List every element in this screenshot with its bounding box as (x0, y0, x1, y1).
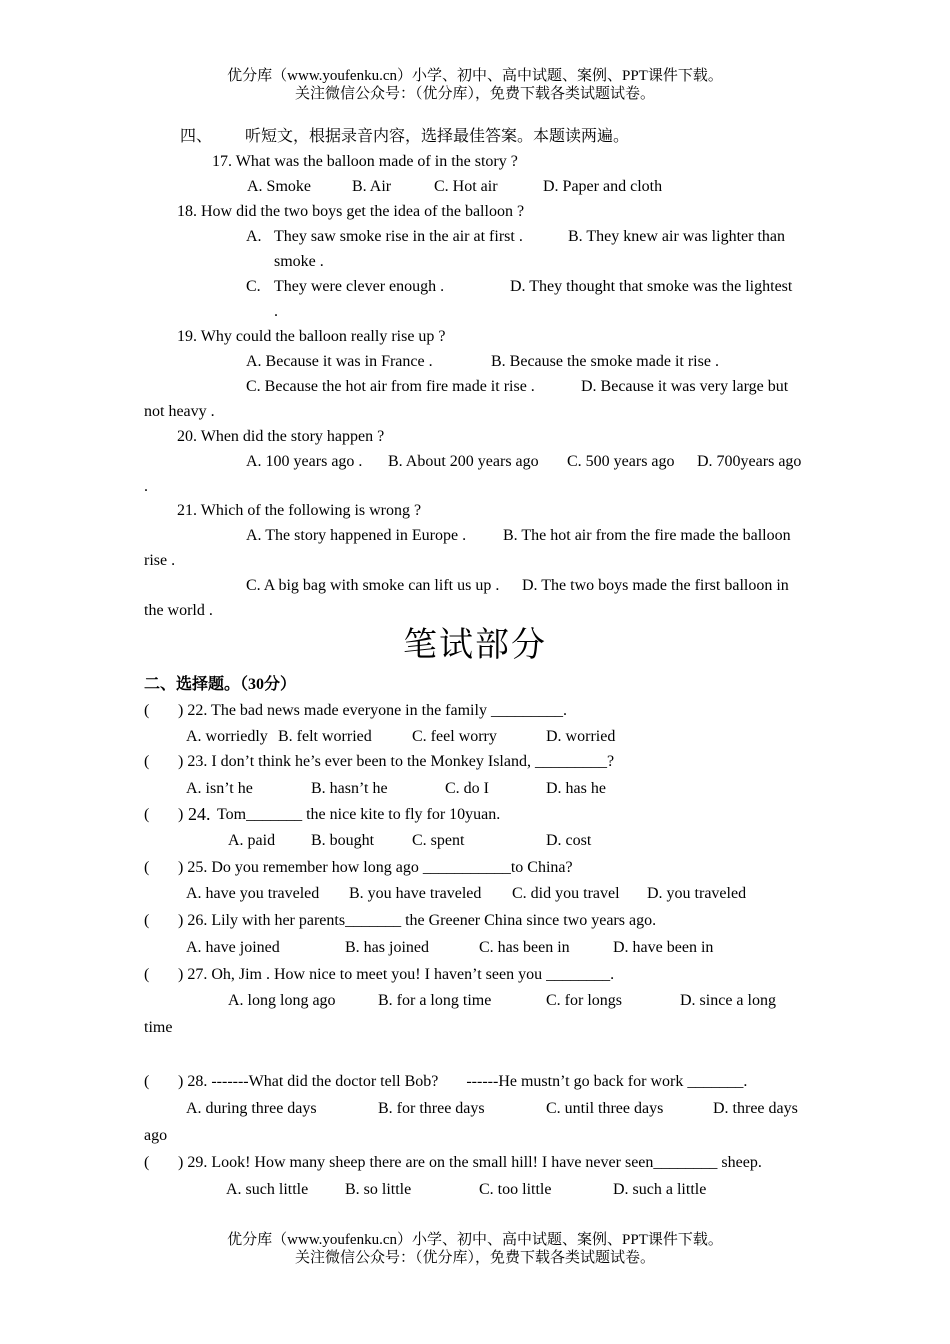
q23-option-d: D. has he (546, 780, 606, 797)
q18-option-b-cont: smoke . (274, 253, 324, 270)
q26-stem: ) 26. Lily with her parents_______ the Greener China since two years ago. (178, 912, 657, 929)
q24-stem: Tom_______ the nice kite to fly for 10yuan. (217, 806, 501, 823)
q25-option-d: D. you traveled (647, 885, 747, 902)
q28-option-d-cont: ago (144, 1127, 168, 1144)
q28-option-c: C. until three days (546, 1100, 664, 1117)
q28-option-d: D. three days (713, 1100, 798, 1117)
q21-option-b: B. The hot air from the fire made the balloon (503, 527, 791, 544)
q17-option-a: A. Smoke (247, 178, 311, 195)
q18-option-d: D. They thought that smoke was the lightest (510, 278, 793, 295)
q24-number: 24. (188, 804, 211, 824)
q27-paren: ( (144, 966, 150, 983)
q17-option-b: B. Air (352, 178, 392, 195)
q20-option-a: A. 100 years ago . (246, 453, 363, 470)
q27-option-a: A. long long ago (228, 992, 336, 1009)
q26-paren: ( (144, 912, 150, 929)
page-footer-line1: 优分库（www.youfenku.cn）小学、初中、高中试题、案例、PPT课件下载。 (227, 1232, 723, 1248)
q26-option-b: B. has joined (345, 939, 429, 956)
q24-stem-pre: ) (178, 806, 184, 823)
q25-option-c: C. did you travel (512, 885, 620, 902)
q29-paren: ( (144, 1154, 150, 1171)
page-footer-line2: 关注微信公众号：（优分库），免费下载各类试题试卷。 (294, 1250, 655, 1266)
q26-option-d: D. have been in (613, 939, 714, 956)
q28-option-a: A. during three days (186, 1100, 317, 1117)
page-header-line2: 关注微信公众号：（优分库），免费下载各类试题试卷。 (294, 86, 655, 102)
q19-option-d-cont: not heavy . (144, 403, 215, 420)
q18-option-a-label: A. (246, 228, 262, 245)
q28-stem: ) 28. -------What did the doctor tell Bob? ------He mustn’t go back for work _______. (178, 1073, 748, 1090)
q25-paren: ( (144, 859, 150, 876)
q29-option-c: C. too little (479, 1181, 552, 1198)
q20-option-b: B. About 200 years ago (388, 453, 539, 470)
q19-option-a: A. Because it was in France . (246, 353, 433, 370)
q27-stem: ) 27. Oh, Jim . How nice to meet you! I haven’t seen you ________. (178, 966, 615, 983)
q22-option-d: D. worried (546, 728, 616, 745)
page-header-line1: 优分库（www.youfenku.cn）小学、初中、高中试题、案例、PPT课件下载。 (227, 68, 723, 84)
q21-option-a: A. The story happened in Europe . (246, 527, 467, 544)
section-heading-choice: 二、选择题。（30分） (144, 676, 297, 693)
q24-option-c: C. spent (412, 832, 465, 849)
q22-option-c: C. feel worry (412, 728, 497, 745)
q25-stem: ) 25. Do you remember how long ago ___________to China? (178, 859, 573, 876)
q18-option-b: B. They knew air was lighter than (568, 228, 785, 245)
q27-option-b: B. for a long time (378, 992, 492, 1009)
q21-option-d: D. The two boys made the first balloon in (522, 577, 789, 594)
q19-stem: 19. Why could the balloon really rise up ? (177, 328, 446, 345)
q28-option-b: B. for three days (378, 1100, 485, 1117)
q20-stem: 20. When did the story happen ? (177, 428, 385, 445)
q24-paren: ( (144, 806, 150, 823)
q23-stem: ) 23. I don’t think he’s ever been to the Monkey Island, _________? (178, 753, 615, 770)
q22-option-a: A. worriedly (186, 728, 268, 745)
q29-stem: ) 29. Look! How many sheep there are on the small hill! I have never seen________ sheep. (178, 1154, 762, 1171)
q23-paren: ( (144, 753, 150, 770)
q26-option-c: C. has been in (479, 939, 570, 956)
q23-option-b: B. hasn’t he (311, 780, 388, 797)
q29-option-b: B. so little (345, 1181, 412, 1198)
q20-option-d-cont: . (144, 478, 148, 495)
q24-option-d: D. cost (546, 832, 592, 849)
q29-option-a: A. such little (226, 1181, 309, 1198)
q25-option-b: B. you have traveled (349, 885, 482, 902)
q19-option-d: D. Because it was very large but (581, 378, 789, 395)
q22-option-b: B. felt worried (278, 728, 372, 745)
section-title: 听短文，根据录音内容，选择最佳答案。本题读两遍。 (245, 128, 630, 145)
q29-option-d: D. such a little (613, 1181, 707, 1198)
section-number: 四、 (180, 128, 213, 145)
q24-option-a: A. paid (228, 832, 276, 849)
q19-option-c: C. Because the hot air from fire made it rise . (246, 378, 535, 395)
q22-paren: ( (144, 702, 150, 719)
q17-option-d: D. Paper and cloth (543, 178, 663, 195)
q18-option-a: They saw smoke rise in the air at first . (274, 228, 523, 245)
q28-paren: ( (144, 1073, 150, 1090)
q27-option-d-cont: time (144, 1019, 173, 1036)
q20-option-d: D. 700years ago (697, 453, 802, 470)
q27-option-c: C. for longs (546, 992, 622, 1009)
written-part-title: 笔试部分 (403, 627, 547, 664)
q21-option-b-cont: rise . (144, 552, 176, 569)
q21-option-d-cont: the world . (144, 602, 213, 619)
q27-option-d: D. since a long (680, 992, 776, 1009)
q26-option-a: A. have joined (186, 939, 280, 956)
q25-option-a: A. have you traveled (186, 885, 320, 902)
q20-option-c: C. 500 years ago (567, 453, 675, 470)
q19-option-b: B. Because the smoke made it rise . (491, 353, 719, 370)
q17-stem: 17. What was the balloon made of in the story ? (212, 153, 518, 170)
q22-stem: ) 22. The bad news made everyone in the family _________. (178, 702, 567, 719)
q18-stem: 18. How did the two boys get the idea of the balloon ? (177, 203, 525, 220)
q18-option-d-cont: . (274, 303, 278, 320)
q18-option-c-label: C. (246, 278, 261, 295)
q24-option-b: B. bought (311, 832, 375, 849)
q23-option-a: A. isn’t he (186, 780, 253, 797)
q23-option-c: C. do I (445, 780, 489, 797)
q17-option-c: C. Hot air (434, 178, 498, 195)
q18-option-c: They were clever enough . (274, 278, 445, 295)
q21-option-c: C. A big bag with smoke can lift us up . (246, 577, 500, 594)
q21-stem: 21. Which of the following is wrong ? (177, 502, 422, 519)
